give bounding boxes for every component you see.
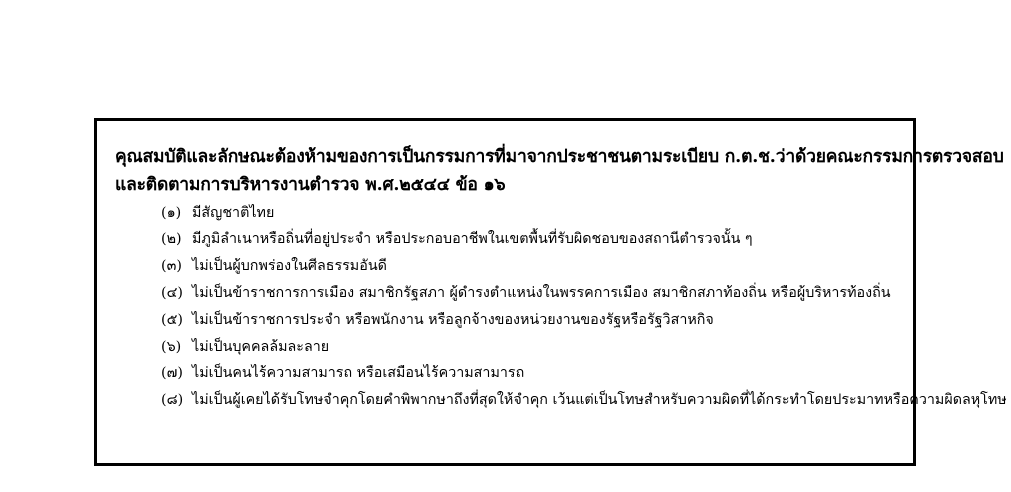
list-item-number: (๓) xyxy=(161,258,182,275)
list-item-text: มีสัญชาติไทย xyxy=(192,204,275,221)
qualification-list xyxy=(115,204,1007,409)
list-item-number: (๑) xyxy=(161,204,182,221)
list-item xyxy=(115,206,887,220)
list-item-text: ไม่เป็นผู้บกพร่องในศีลธรรมอันดี xyxy=(192,258,387,275)
list-item-number: (๖) xyxy=(161,338,182,355)
heading-line-2: และติดตามการบริหารงานตำรวจ พ.ศ.๒๕๔๔ ข้อ ๑๖ xyxy=(115,175,506,196)
list-item xyxy=(115,392,1007,409)
list-item-number: (๘) xyxy=(161,392,184,409)
document-heading xyxy=(115,143,1004,200)
list-item-text: ไม่เป็นข้าราชการการเมือง สมาชิกรัฐสภา ผู้ดำรงตำแหน่งในพรรคการเมือง สมาชิกสภาท้องถิ่น หรือผู้บริหารท้องถิ่น xyxy=(192,285,891,302)
list-item xyxy=(115,366,887,380)
list-item-number: (๕) xyxy=(161,311,183,328)
list-item-text: ไม่เป็นคนไร้ความสามารถ หรือเสมือนไร้ความสามารถ xyxy=(192,365,525,382)
heading-line-1: คุณสมบัติและลักษณะต้องห้ามของการเป็นกรรมการที่มาจากประชาชนตามระเบียบ ก.ต.ช.ว่าด้วยคณะกรรมการตรวจสอบ xyxy=(115,147,1004,167)
list-item-text: ไม่เป็นผู้เคยได้รับโทษจำคุกโดยคำพิพากษาถึงที่สุดให้จำคุก เว้นแต่เป็นโทษสำหรับความผิดที่ได้กระทำโดยประมาทหรือความผิดลหุโทษ xyxy=(192,392,1007,409)
list-item-text: ไม่เป็นข้าราชการประจำ หรือพนักงาน หรือลูกจ้างของหน่วยงานของรัฐหรือรัฐวิสาหกิจ xyxy=(192,311,714,328)
list-item-number: (๒) xyxy=(161,231,182,248)
list-item xyxy=(115,313,887,327)
document-content-box xyxy=(94,118,1007,466)
list-item-number: (๗) xyxy=(161,365,183,382)
list-item xyxy=(115,340,887,354)
list-item xyxy=(115,259,887,273)
list-item-text: มีภูมิลำเนาหรือถิ่นที่อยู่ประจำ หรือประกอบอาชีพในเขตพื้นที่รับผิดชอบของสถานีตำรวจนั้น ๆ xyxy=(192,231,753,248)
list-item-number: (๔) xyxy=(161,285,183,302)
list-item xyxy=(115,232,887,246)
list-item-text: ไม่เป็นบุคคลล้มละลาย xyxy=(192,338,330,355)
list-item xyxy=(115,285,891,302)
document-inner xyxy=(97,121,1007,430)
